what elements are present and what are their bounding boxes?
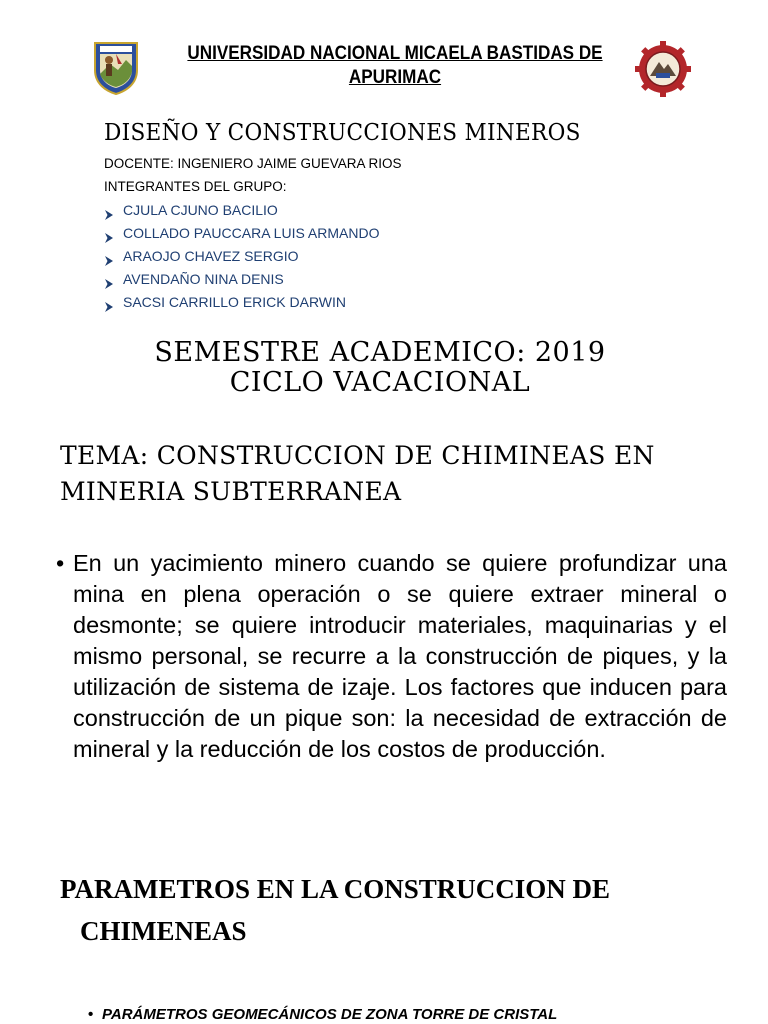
- docente-line: DOCENTE: INGENIERO JAIME GUEVARA RIOS: [104, 156, 402, 171]
- member-item: [104, 291, 379, 314]
- course-title: DISEÑO Y CONSTRUCCIONES MINEROS: [104, 120, 581, 146]
- member-name: CJULA CJUNO BACILIO: [123, 202, 278, 218]
- arrow-bullet-icon: [104, 228, 114, 240]
- arrow-bullet-icon: [104, 205, 114, 217]
- semester-block: [80, 338, 680, 398]
- arrow-bullet-icon: [104, 297, 114, 309]
- member-name: SACSI CARRILLO ERICK DARWIN: [123, 294, 347, 310]
- intro-paragraph: [56, 548, 727, 765]
- topic-heading: [60, 438, 680, 510]
- member-name: COLLADO PAUCCARA LUIS ARMANDO: [123, 225, 380, 241]
- bullet-icon: •: [88, 1006, 94, 1023]
- sub-item: [88, 1006, 557, 1023]
- section-heading-line2: CHIMENEAS: [80, 916, 247, 946]
- topic-line2: MINERIA SUBTERRANEA: [60, 477, 402, 506]
- paragraph-text: En un yacimiento minero cuando se quiere profundizar una mina en plena operación o se quiere extraer mineral o desmonte; se quiere introducir materiales, maquinarias y el mismo personal, se recurre a la construcción de piques, y la utilización de sistema de izaje. Los factores que inducen para construcción de un pique son: la necesidad de extracción de mineral y la reducción de los costos de producción.: [73, 550, 727, 762]
- university-name-line2: APURIMAC: [348, 67, 442, 88]
- section-heading-line1: PARAMETROS EN LA CONSTRUCCION DE: [60, 874, 611, 904]
- semester-line: SEMESTRE ACADEMICO: 2019: [154, 337, 606, 368]
- topic-line1: TEMA: CONSTRUCCION DE CHIMINEAS EN: [60, 441, 655, 470]
- member-name: ARAOJO CHAVEZ SERGIO: [123, 248, 299, 264]
- member-item: [104, 199, 379, 222]
- member-item: [104, 245, 379, 268]
- arrow-bullet-icon: [104, 274, 114, 286]
- arrow-bullet-icon: [104, 251, 114, 263]
- members-list: [104, 199, 379, 314]
- university-crest-icon: [92, 40, 140, 96]
- sub-item-text: PARÁMETROS GEOMECÁNICOS DE ZONA TORRE DE CRISTAL: [102, 1006, 558, 1023]
- mining-faculty-seal-icon: [634, 40, 692, 98]
- member-item: [104, 222, 379, 245]
- cycle-line: CICLO VACACIONAL: [229, 367, 531, 398]
- university-name: [175, 42, 616, 90]
- member-item: [104, 268, 379, 291]
- bullet-icon: •: [56, 550, 65, 576]
- integrantes-label: INTEGRANTES DEL GRUPO:: [104, 179, 287, 194]
- section-heading: [60, 868, 700, 952]
- university-name-line1: UNIVERSIDAD NACIONAL MICAELA BASTIDAS DE: [187, 43, 603, 64]
- member-name: AVENDAÑO NINA DENIS: [123, 271, 284, 287]
